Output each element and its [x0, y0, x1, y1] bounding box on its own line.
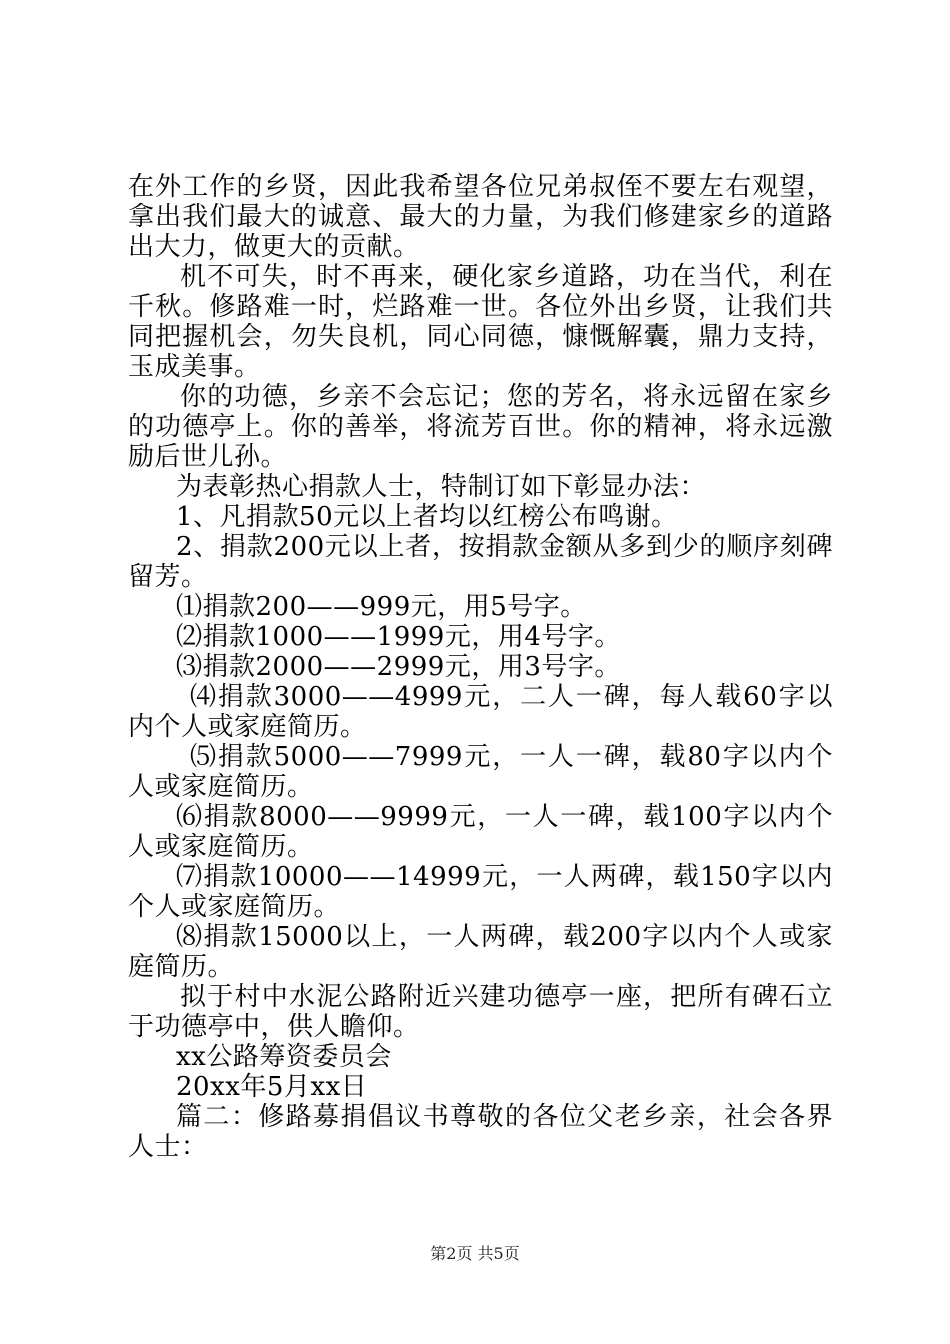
sub-item-tier-7: ⑺捐款10000——14999元，一人两碑，载150字以内个人或家庭简历。: [128, 862, 833, 922]
section-heading-part-two: 篇二：修路募捐倡议书尊敬的各位父老乡亲，社会各界人士：: [128, 1102, 833, 1162]
list-item-red-list: 1、凡捐款50元以上者均以红榜公布鸣谢。: [176, 502, 678, 532]
paragraph-recognition-intro: 为表彰热心捐款人士，特制订如下彰显办法：: [176, 472, 707, 502]
signature-date: 20xx年5月xx日: [176, 1072, 368, 1102]
sub-item-tier-4: ⑷捐款3000——4999元，二人一碑，每人载60字以内个人或家庭简历。: [128, 682, 833, 742]
sub-item-tier-8: ⑻捐款15000以上，一人两碑，载200字以内个人或家庭简历。: [128, 922, 833, 982]
paragraph-appeal-continuation: 在外工作的乡贤，因此我希望各位兄弟叔侄不要左右观望，拿出我们最大的诚意、最大的力量，为我们修建家乡的道路出大力，做更大的贡献。: [128, 172, 833, 262]
list-item-stele: 2、捐款200元以上者，按捐款金额从多到少的顺序刻碑留芳。: [128, 532, 833, 592]
paragraph-pavilion: 拟于村中水泥公路附近兴建功德亭一座，把所有碑石立于功德亭中，供人瞻仰。: [128, 982, 833, 1042]
sub-item-tier-5: ⑸捐款5000——7999元，一人一碑，载80字以内个人或家庭简历。: [128, 742, 833, 802]
page-number-label: 第2页 共5页: [430, 1244, 520, 1263]
sub-item-tier-2: ⑵捐款1000——1999元，用4号字。: [176, 622, 621, 652]
sub-item-tier-3: ⑶捐款2000——2999元，用3号字。: [176, 652, 621, 682]
signature-committee: xx公路筹资委员会: [176, 1042, 392, 1072]
paragraph-opportunity: 机不可失，时不再来，硬化家乡道路，功在当代，利在千秋。修路难一时，烂路难一世。各位外出乡贤，让我们共同把握机会，勿失良机，同心同德，慷慨解囊，鼎力支持，玉成美事。: [128, 262, 833, 382]
document-body: [128, 172, 833, 1162]
page-footer: [0, 1244, 950, 1264]
sub-item-tier-6: ⑹捐款8000——9999元，一人一碑，载100字以内个人或家庭简历。: [128, 802, 833, 862]
paragraph-merit: 你的功德，乡亲不会忘记；您的芳名，将永远留在家乡的功德亭上。你的善举，将流芳百世。你的精神，将永远激励后世儿孙。: [128, 382, 833, 472]
sub-item-tier-1: ⑴捐款200——999元，用5号字。: [176, 592, 587, 622]
